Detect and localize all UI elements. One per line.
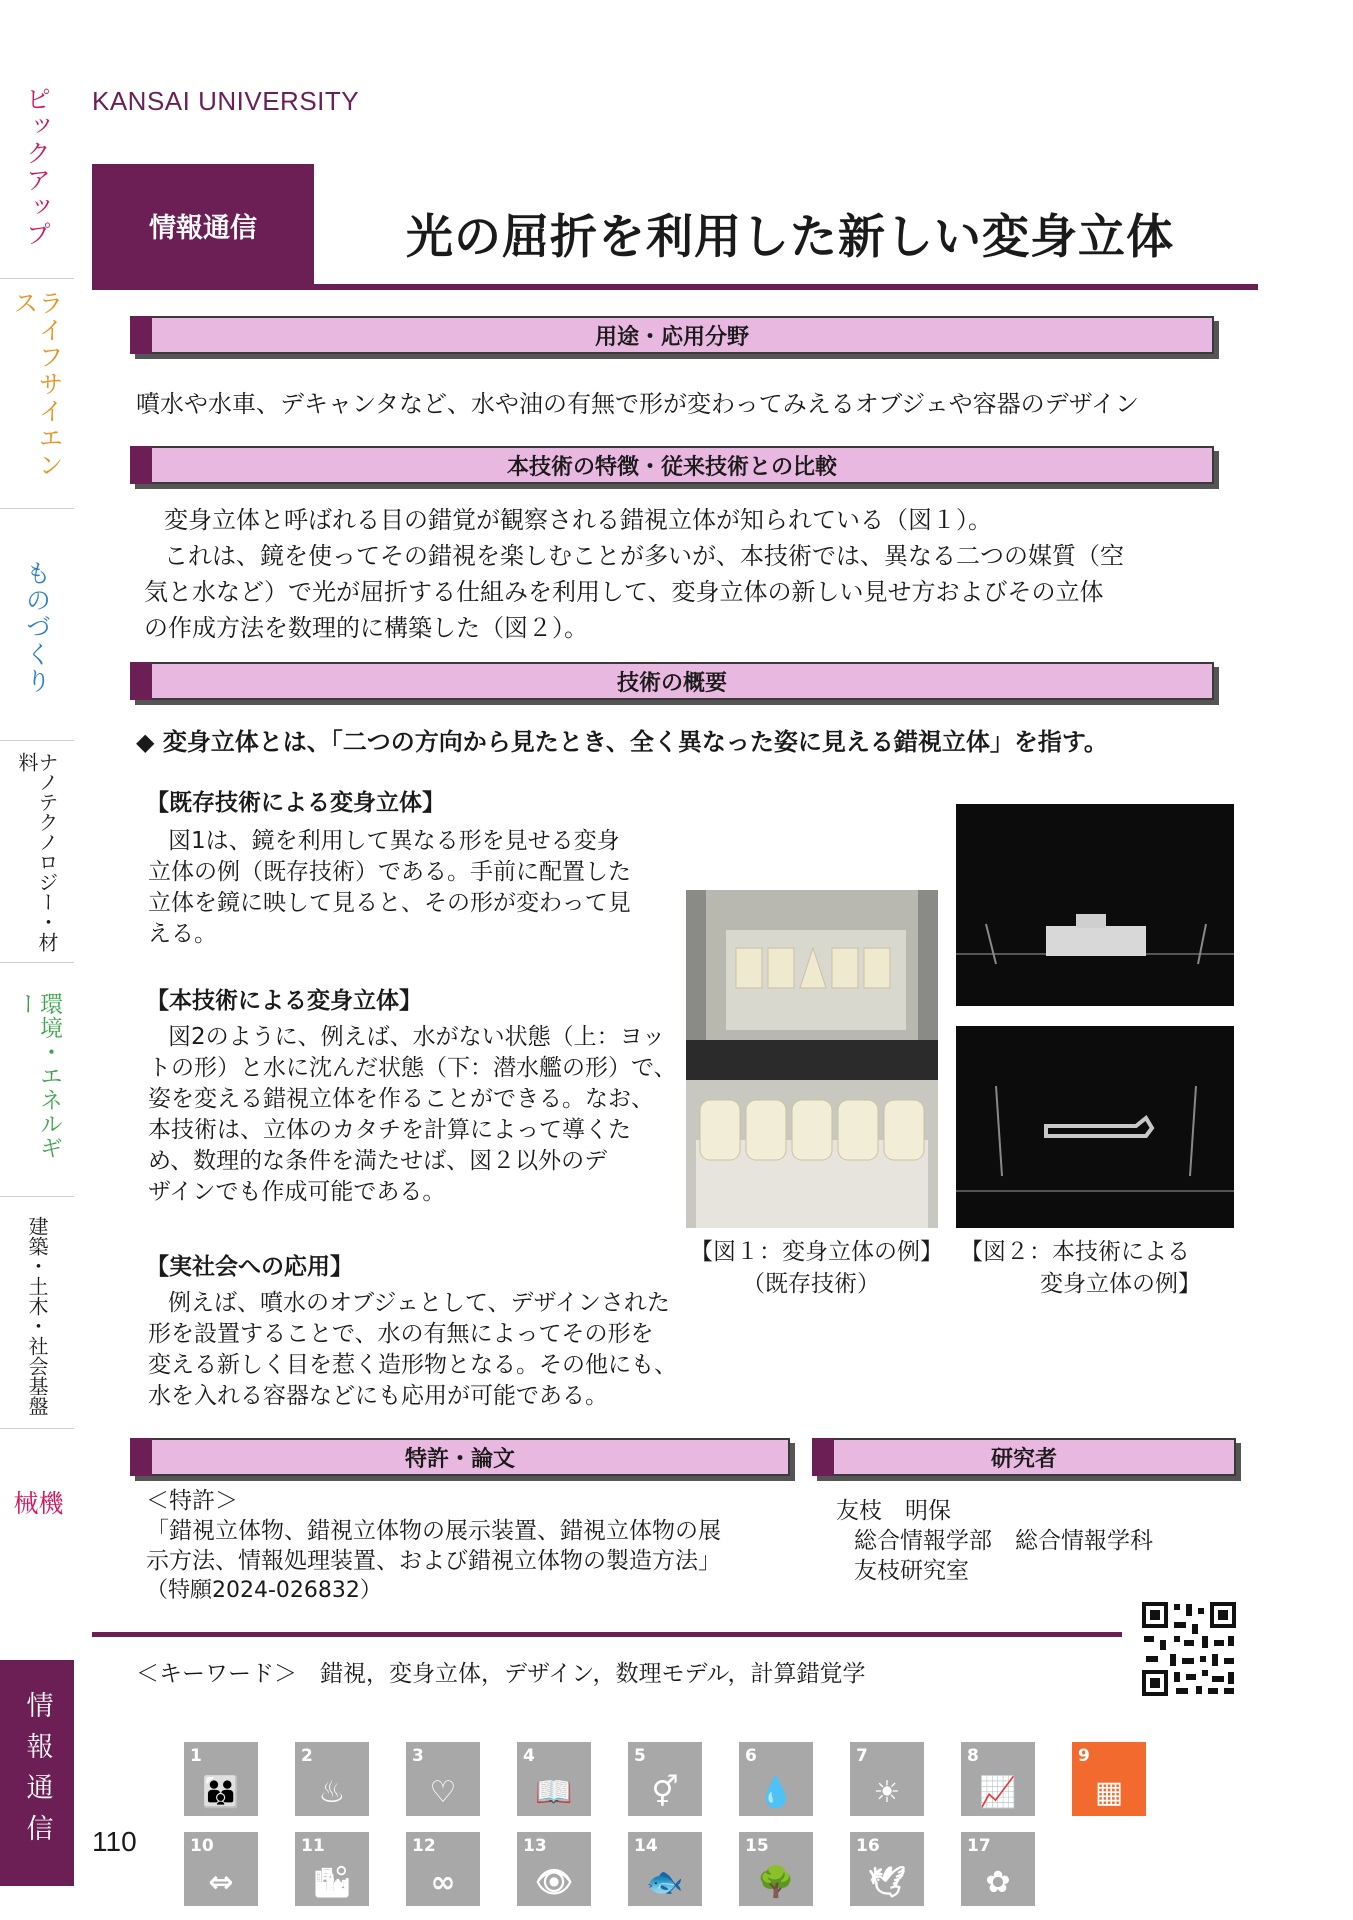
existing-line: える。: [148, 921, 217, 947]
overview-lead: ◆ 変身立体とは、「二つの方向から見たとき、全く異なった姿に見える錯視立体」を指す。: [136, 728, 1108, 756]
section-bar-overview: [130, 662, 1214, 700]
sidebar-tab-pickup[interactable]: [0, 86, 74, 278]
growth-chart-icon: 📈: [979, 1775, 1017, 1810]
existing-line: 立体を鏡に映して見ると、その形が変わって見: [148, 890, 631, 916]
tech-line: 本技術は、立体のカタチを計算によって導くた: [148, 1117, 631, 1143]
heartbeat-icon: ♡: [429, 1775, 457, 1810]
sdg-number: 17: [967, 1836, 991, 1856]
subheading-this-tech: 【本技術による変身立体】: [146, 988, 422, 1014]
sidebar-tab-label: 建築・土木・社会基盤: [25, 1216, 49, 1416]
figure1-photo: [686, 890, 938, 1228]
sdg-13-icon: [517, 1832, 591, 1906]
sidebar-tab-label: 機械: [10, 1490, 64, 1563]
sidebar-tab-environment[interactable]: [0, 992, 74, 1182]
existing-line: 図1は、鏡を利用して異なる形を見せる変身: [168, 828, 620, 854]
sidebar-tab-label: ピックアップ: [22, 86, 52, 248]
society-line: 例えば、噴水のオブジェとして、デザインされた: [168, 1290, 670, 1316]
section-heading: 用途・応用分野: [594, 324, 749, 350]
section-heading: 特許・論文: [404, 1446, 515, 1472]
infinity-icon: ∞: [430, 1865, 456, 1900]
sdg-4-icon: [517, 1742, 591, 1816]
features-line: 変身立体と呼ばれる目の錯覚が観察される錯視立体が知られている（図１）。: [164, 506, 992, 534]
features-line: これは、鏡を使ってその錯視を楽しむことが多いが、本技術では、異なる二つの媒質（空: [164, 542, 1124, 570]
society-line: 変える新しく目を惹く造形物となる。その他にも、: [148, 1352, 677, 1378]
subheading-application-society: 【実社会への応用】: [146, 1254, 353, 1280]
sdg-number: 5: [634, 1746, 646, 1766]
sidebar-tab-nanotech[interactable]: [0, 752, 74, 958]
keywords: ＜キーワード＞ 錯視，変身立体，デザイン，数理モデル，計算錯覚学: [136, 1661, 866, 1687]
sdg-8-icon: [961, 1742, 1035, 1816]
tech-line: ザインでも作成可能である。: [148, 1179, 446, 1205]
keyword-divider: [92, 1632, 1122, 1637]
figure2-caption: 【図２：本技術による: [960, 1239, 1190, 1265]
tech-line: 図2のように、例えば、水がない状態（上：ヨッ: [168, 1024, 666, 1050]
sdg-1-icon: [184, 1742, 258, 1816]
water-drop-icon: 💧: [757, 1775, 795, 1810]
researcher-name: 友枝 明保: [836, 1498, 951, 1524]
sdg-14-icon: [628, 1832, 702, 1906]
subheading-existing: 【既存技術による変身立体】: [146, 790, 445, 816]
sdg-6-icon: [739, 1742, 813, 1816]
application-text: 噴水や水車、デキャンタなど、水や油の有無で形が変わってみえるオブジェや容器のデザイン: [136, 390, 1139, 418]
section-bar-patent: [130, 1438, 790, 1476]
page-title: 光の屈折を利用した新しい変身立体: [406, 210, 1174, 265]
sidebar-tab-label: ものづくり: [22, 560, 52, 695]
section-heading: 技術の概要: [616, 670, 727, 696]
sdg-7-icon: [850, 1742, 924, 1816]
sdg-number: 2: [301, 1746, 313, 1766]
bowl-icon: ♨: [318, 1775, 346, 1810]
sdg-number: 6: [745, 1746, 757, 1766]
sdg-number: 13: [523, 1836, 547, 1856]
figure1-caption: 【図１：変身立体の例】: [690, 1239, 943, 1265]
sdg-number: 11: [301, 1836, 325, 1856]
sdg-15-icon: [739, 1832, 813, 1906]
sdg-number: 15: [745, 1836, 769, 1856]
tech-line: トの形）と水に沈んだ状態（下：潜水艦の形）で、: [148, 1055, 677, 1081]
sdg-number: 10: [190, 1836, 214, 1856]
people-icon: 👪: [202, 1775, 240, 1810]
sdg-number: 7: [856, 1746, 868, 1766]
sidebar-tab-label: 情報通信: [21, 1691, 53, 1855]
sidebar-tab-machine[interactable]: [0, 1490, 74, 1600]
sdg-number: 4: [523, 1746, 535, 1766]
sdg-5-icon: [628, 1742, 702, 1816]
sdg-number: 14: [634, 1836, 658, 1856]
qr-code[interactable]: [1140, 1600, 1238, 1698]
equality-icon: ⇔: [208, 1865, 234, 1900]
sdg-number: 1: [190, 1746, 202, 1766]
sdg-10-icon: [184, 1832, 258, 1906]
section-heading: 研究者: [990, 1446, 1057, 1472]
sidebar-tab-architecture[interactable]: [0, 1216, 74, 1416]
university-name: KANSAI UNIVERSITY: [92, 86, 360, 116]
existing-line: 立体の例（既存技術）である。手前に配置した: [148, 859, 631, 885]
tech-line: め、数理的な条件を満たせば、図２以外のデ: [148, 1148, 608, 1174]
patent-line: 示方法、情報処理装置、および錯視立体物の製造方法」: [146, 1548, 721, 1574]
sdg-number: 12: [412, 1836, 436, 1856]
sidebar-tab-life-science[interactable]: [0, 290, 74, 504]
section-bar-researcher: [812, 1438, 1236, 1476]
section-heading: 本技術の特徴・従来技術との比較: [506, 454, 837, 480]
section-bar-application: [130, 316, 1214, 354]
patent-number: （特願2024-026832）: [146, 1578, 382, 1603]
researcher-department: 総合情報学部 総合情報学科: [854, 1528, 1153, 1554]
sidebar-tab-monozukuri[interactable]: [0, 560, 74, 740]
tech-line: 姿を変える錯視立体を作ることができる。なお、: [148, 1086, 654, 1112]
patent-line: 「錯視立体物、錯視立体物の展示装置、錯視立体物の展: [146, 1518, 721, 1544]
gender-icon: ⚥: [651, 1775, 679, 1810]
sdg-number: 16: [856, 1836, 880, 1856]
cubes-icon: ▦: [1094, 1775, 1124, 1810]
category-label: 情報通信: [92, 164, 314, 286]
sdg-11-icon: [295, 1832, 369, 1906]
figure2-photo-bottom: [956, 1026, 1234, 1228]
sdg-16-icon: [850, 1832, 924, 1906]
eye-globe-icon: 👁: [534, 1865, 574, 1900]
figure1-caption-sub: （既存技術）: [742, 1271, 880, 1297]
sidebar-tab-label: ナノテクノロジー・材料: [15, 752, 59, 952]
sidebar-tab-ict[interactable]: [0, 1660, 74, 1886]
book-icon: 📖: [535, 1775, 573, 1810]
tree-icon: 🌳: [757, 1865, 795, 1900]
sdg-number: 8: [967, 1746, 979, 1766]
features-line: の作成方法を数理的に構築した（図２）。: [144, 614, 588, 642]
society-line: 水を入れる容器などにも応用が可能である。: [148, 1383, 608, 1409]
city-icon: 🏙: [312, 1865, 352, 1900]
society-line: 形を設置することで、水の有無によってその形を: [148, 1321, 654, 1347]
sdg-3-icon: [406, 1742, 480, 1816]
fish-icon: 🐟: [646, 1865, 684, 1900]
title-underline: [92, 284, 1258, 290]
page-number: 110: [92, 1826, 137, 1857]
sdg-9-icon: [1072, 1742, 1146, 1816]
sdg-17-icon: [961, 1832, 1035, 1906]
features-line: 気と水など）で光が屈折する仕組みを利用して、変身立体の新しい見せ方およびその立体: [144, 578, 1104, 606]
patent-label: ＜特許＞: [146, 1488, 238, 1514]
section-bar-features: [130, 446, 1214, 484]
sdg-2-icon: [295, 1742, 369, 1816]
sun-icon: ☀: [873, 1775, 901, 1810]
dove-icon: 🕊: [867, 1865, 907, 1900]
sidebar-tab-label: 環境・エネルギー: [13, 992, 62, 1160]
sdg-12-icon: [406, 1832, 480, 1906]
researcher-lab: 友枝研究室: [854, 1558, 969, 1584]
flower-rings-icon: ✿: [985, 1865, 1011, 1900]
sdg-number: 9: [1078, 1746, 1090, 1766]
sdg-number: 3: [412, 1746, 424, 1766]
figure2-photo-top: [956, 804, 1234, 1006]
figure2-caption-sub: 変身立体の例】: [1040, 1271, 1201, 1297]
sidebar-tab-label: ライフサイエンス: [10, 290, 64, 479]
